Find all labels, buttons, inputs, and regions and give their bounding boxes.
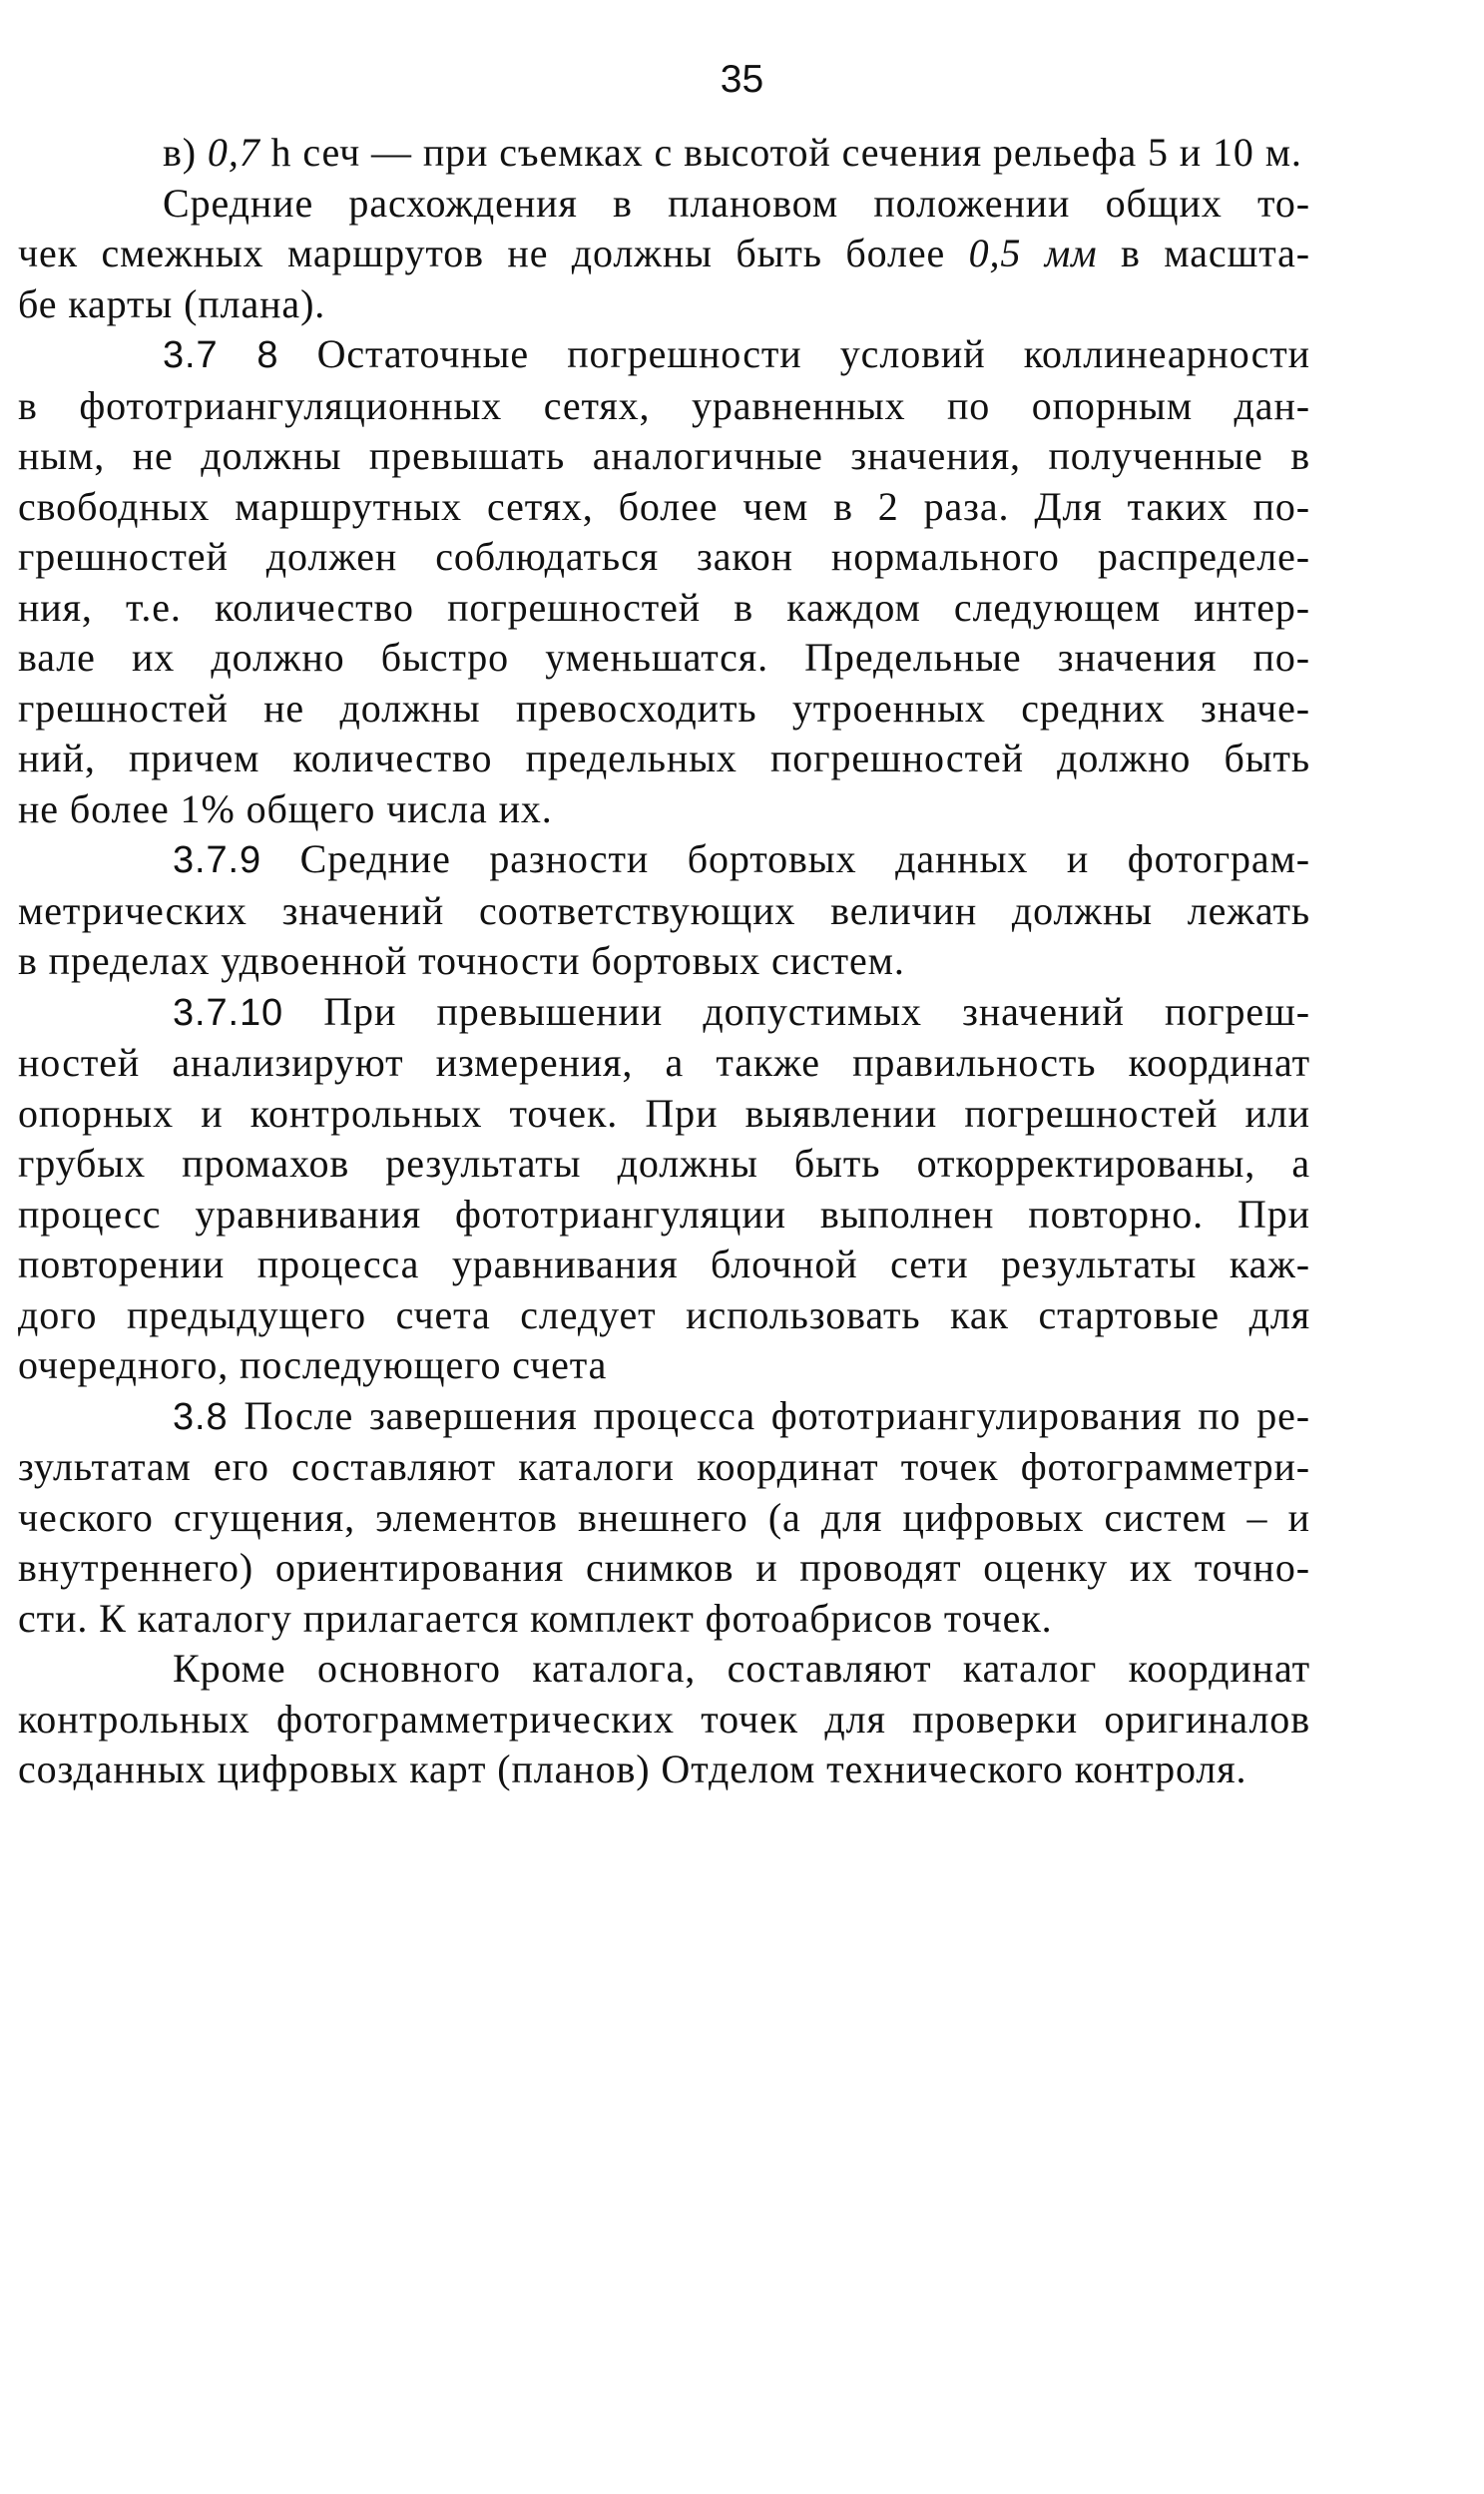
section-3-7-10-line: очередного, последующего счета <box>18 1342 608 1387</box>
section-3-7-10-heading-line: 3.7.10 При превышении допустимых значений погреш- <box>173 988 1310 1034</box>
para-catalog-line: контрольных фотограмметрических точек для проверки оригиналов <box>18 1696 1310 1742</box>
section-3-8-line: внутреннего) ориентирования снимков и проводят оценку их точно- <box>18 1545 1310 1590</box>
section-3-7-9-heading-line: 3.7.9 Средние разности бортовых данных и фотограм- <box>173 836 1310 881</box>
section-3-7-10-line: повторении процесса уравнивания блочной сети результаты каж- <box>18 1242 1310 1286</box>
section-3-7-10-line: опорных и контрольных точек. При выявлении погрешностей или <box>18 1090 1310 1136</box>
section-3-7-8-line: грешностей не должны превосходить утроенных средних значе- <box>18 685 1310 731</box>
para-mean-line: чек смежных маршрутов не должны быть более 0,5 мм в масшта- <box>18 231 1310 275</box>
section-3-7-10-line: дого предыдущего счета следует использовать как стартовые для <box>18 1291 1310 1337</box>
section-3-7-10-line: грубых промахов результаты должны быть откорректированы, а <box>18 1141 1310 1186</box>
section-3-8-heading-line: 3.8 После завершения процесса фототриангулирования по ре- <box>173 1392 1310 1438</box>
para-mean-line: Средние расхождения в плановом положении общих то- <box>163 180 1310 226</box>
section-number: 3.7.9 <box>173 839 262 881</box>
section-3-7-8-line: ным, не должны превышать аналогичные значения, полученные в <box>18 433 1310 478</box>
section-3-7-9-line: метрических значений соответствующих величин должны лежать <box>18 887 1310 933</box>
section-3-7-10-line: ностей анализируют измерения, а также правильность координат <box>18 1040 1310 1085</box>
section-number: 3.8 <box>173 1395 229 1438</box>
item-v-prefix: в) <box>163 130 208 175</box>
section-3-7-8-line: грешностей должен соблюдаться закон нормального распределе- <box>18 534 1310 579</box>
section-3-7-8-line: вале их должно быстро уменьшатся. Предельные значения по- <box>18 635 1310 680</box>
item-v-line <box>18 128 1310 179</box>
section-number: 3.7 8 <box>163 334 279 376</box>
item-v-formula: 0,7 <box>207 130 260 175</box>
para-catalog-line: созданных цифровых карт (планов) Отделом технического контроля. <box>18 1746 1247 1791</box>
section-3-7-8-line: свободных маршрутных сетях, более чем в 2 раза. Для таких по- <box>18 483 1310 529</box>
section-3-8-line: сти. К каталогу прилагается комплект фотоабрисов точек. <box>18 1595 1053 1641</box>
item-v-text: h сеч — при съемках с высотой сечения рельефа 5 и 10 м. <box>259 130 1302 175</box>
section-3-7-10-line: процесс уравнивания фототриангуляции выполнен повторно. При <box>18 1191 1310 1237</box>
section-3-7-8-line: в фототриангуляционных сетях, уравненных по опорным дан- <box>18 382 1310 428</box>
para-catalog-line: Кроме основного каталога, составляют каталог координат <box>173 1646 1310 1691</box>
page-body <box>18 128 1310 1795</box>
section-3-8-line: зультатам его составляют каталоги координат точек фотограмметри- <box>18 1444 1310 1489</box>
section-3-7-8-line: не более 1% общего числа их. <box>18 785 553 831</box>
section-3-7-8-line: ния, т.е. количество погрешностей в каждом следующем интер- <box>18 584 1310 630</box>
section-number: 3.7.10 <box>173 991 284 1034</box>
section-3-7-8-heading-line: 3.7 8 Остаточные погрешности условий коллинеарности <box>163 331 1310 376</box>
section-3-7-8-line: ний, причем количество предельных погрешностей должно быть <box>18 736 1310 780</box>
section-3-8-line: ческого сгущения, элементов внешнего (а для цифровых систем – и <box>18 1494 1310 1540</box>
para-mean-line: бе карты (плана). <box>18 280 326 326</box>
page-number: 35 <box>720 58 764 101</box>
tolerance-value: 0,5 мм <box>968 231 1098 275</box>
section-3-7-9-line: в пределах удвоенной точности бортовых систем. <box>18 938 905 983</box>
